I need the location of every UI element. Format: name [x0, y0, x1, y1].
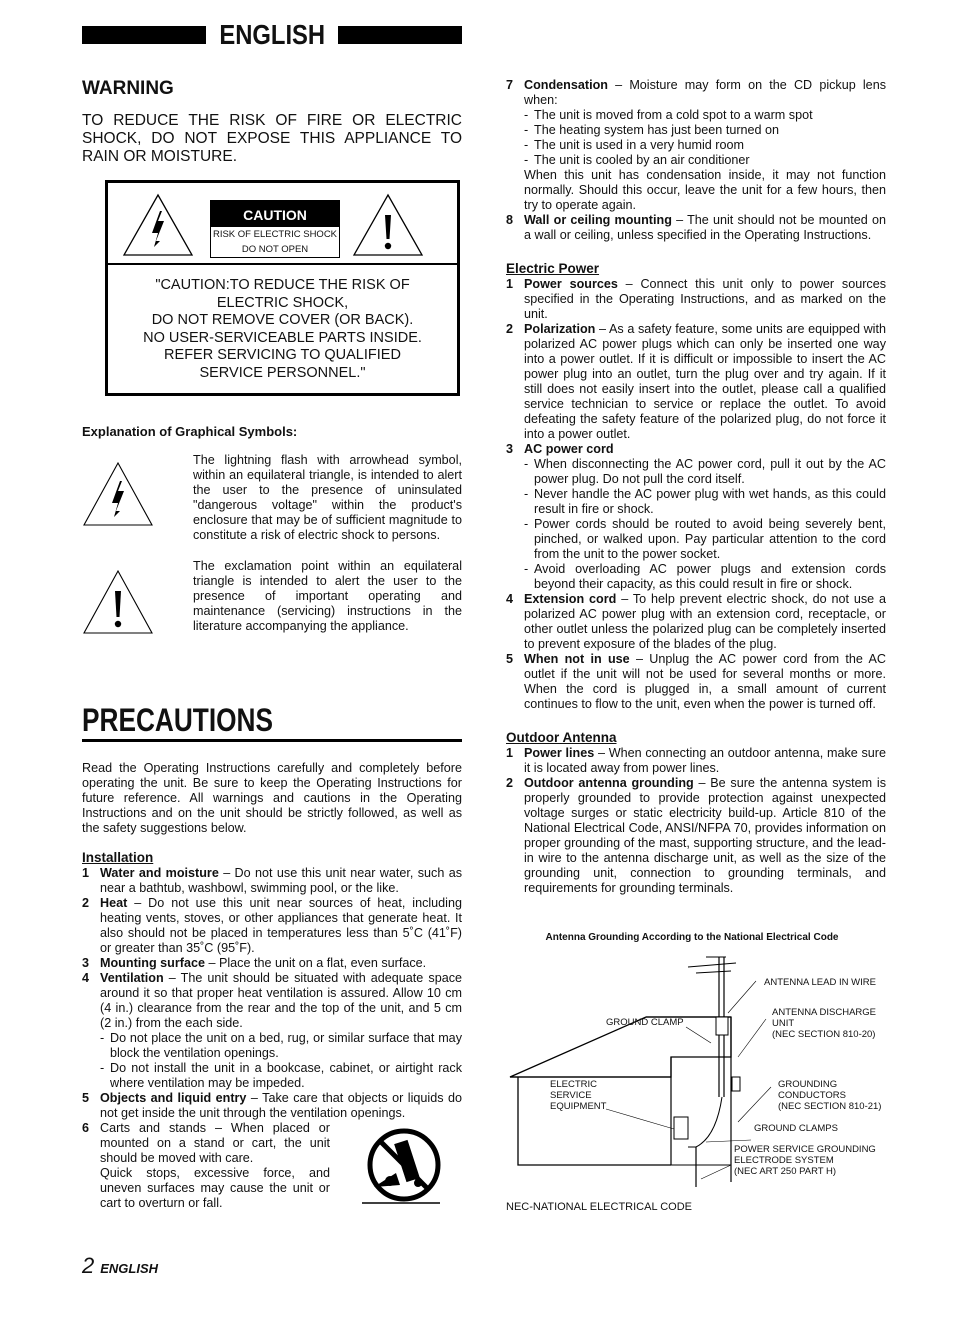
symbol-lightning-row [82, 453, 462, 559]
item-lead: Water and moisture [100, 865, 219, 880]
item-lead: Extension cord [524, 592, 617, 606]
list-item [506, 592, 886, 652]
caution-label-title: CAUTION [211, 201, 339, 227]
sub-item: - The unit is moved from a cold spot to a warm spot [524, 108, 813, 122]
item-text: – The unit should not be mounted on a wall or ceiling, unless specified in the Operating Instructions. [524, 213, 886, 242]
right-column [506, 78, 886, 1213]
sub-item-text: The unit is moved from a cold spot to a warm spot [534, 108, 813, 122]
sub-item: - The unit is used in a very humid room [524, 138, 744, 152]
outdoor-antenna-heading: Outdoor Antenna [506, 730, 617, 745]
item-lead: Power lines [524, 746, 595, 760]
list-item [506, 652, 886, 712]
sub-item-text: The unit is used in a very humid room [534, 138, 744, 152]
page-footer [82, 1253, 158, 1279]
exclamation-description: The exclamation point within an equilateral triangle is intended to alert the user to the presence of important operating and maintenance (servicing) instructions in the literature accompanying the appliance. [193, 558, 462, 633]
banner-title: ENGLISH [219, 19, 325, 50]
label-ground-clamp: GROUND CLAMP [606, 1017, 684, 1028]
item-number: 1 [82, 865, 90, 880]
item-lead: Objects and liquid entry [100, 1090, 247, 1105]
banner-bar-left [82, 26, 206, 44]
caution-line: ELECTRIC SHOCK, [216, 294, 349, 311]
item-lead: Power sources [524, 277, 618, 291]
label-line: ELECTRIC [550, 1079, 597, 1090]
list-item [506, 776, 886, 896]
label-line: EQUIPMENT [550, 1101, 607, 1112]
precautions-rule [82, 739, 462, 742]
label-line: UNIT [772, 1018, 795, 1029]
item-number: 1 [506, 277, 514, 291]
caution-line: SERVICE PERSONNEL." [199, 364, 366, 381]
item-lead: Heat [100, 895, 128, 910]
list-item [82, 1121, 462, 1211]
label-ground-clamps: GROUND CLAMPS [754, 1123, 838, 1134]
sub-item: - The unit is cooled by an air conditioner [524, 153, 750, 167]
list-item [506, 277, 886, 322]
item-text: – Moisture may form on the CD pickup lens when: [524, 78, 886, 107]
list-item [506, 442, 886, 592]
electric-power-heading: Electric Power [506, 261, 600, 276]
left-column [82, 78, 462, 1211]
caution-label-sub1: RISK OF ELECTRIC SHOCK [212, 229, 338, 240]
nec-footnote: NEC-NATIONAL ELECTRICAL CODE [506, 1201, 693, 1213]
label-grounding-conductors [778, 1079, 881, 1112]
sub-item-text: Do not place the unit on a bed, rug, or similar surface that may block the ventilation openings. [110, 1030, 462, 1060]
cart-tipover-warning-icon [360, 1123, 444, 1207]
list-item [82, 1091, 462, 1121]
item-number: 7 [506, 78, 514, 92]
sub-item-text: When disconnecting the AC power cord, pull it out by the AC power plug. Do not pull the cord itself. [534, 457, 886, 486]
list-item [506, 78, 886, 213]
caution-line: REFER SERVICING TO QUALIFIED [164, 347, 401, 364]
item-lead: Carts and stands [100, 1120, 207, 1135]
caution-label [210, 200, 340, 258]
sub-item: - Do not install the unit in a bookcase, cabinet, or airtight rack where ventilation may be impeded. [100, 1060, 462, 1090]
item-text: – Take care that objects or liquids do not get inside the unit through the ventilation openings. [100, 1090, 463, 1120]
condensation-after: When this unit has condensation inside, it may not function normally. Should this occur, leave the unit for a few hours, then try to operate again. [524, 168, 886, 212]
exclamation-triangle-icon [352, 193, 424, 257]
item-text: – To help prevent electric shock, do not use a polarized AC power plug with an extension cord, receptacle, or other outlet unless the polarized plug can be completely inserted to prevent exposure of the blades of the plug. [524, 592, 886, 651]
exclamation-triangle-icon [82, 569, 154, 635]
caution-message [108, 265, 457, 393]
antenna-grounding-diagram [506, 947, 886, 1197]
sub-item: - The heating system has just been turned on [524, 123, 780, 137]
sub-item-text: The unit is cooled by an air conditioner [534, 153, 750, 167]
item-text: – Do not use this unit near water, such as near a bathtub, washbowl, swimming pool, or the like. [100, 865, 462, 895]
diagram-title: Antenna Grounding According to the National Electrical Code [545, 932, 839, 943]
item-text: – When connecting an outdoor antenna, make sure it is located away from power lines. [524, 746, 886, 775]
item-text: – Unplug the AC power cord from the AC outlet if the unit will not be used for several months or more. When the cord is plugged in, a small amount of current continues to flow to the unit, even when the power is turned off. [524, 652, 886, 711]
item-number: 6 [82, 1120, 90, 1135]
list-item [82, 866, 462, 896]
label-line: ANTENNA DISCHARGE [772, 1007, 876, 1018]
item-number: 5 [506, 652, 514, 666]
warning-text: TO REDUCE THE RISK OF FIRE OR ELECTRIC SHOCK, DO NOT EXPOSE THIS APPLIANCE TO RAIN OR MOISTURE. [82, 112, 462, 165]
sub-item-text: The heating system has just been turned on [534, 123, 780, 137]
caution-line: "CAUTION:TO REDUCE THE RISK OF [155, 277, 410, 293]
precautions-intro: Read the Operating Instructions carefully and completely before operating the unit. Be sure to keep the Operating Instructions for future reference. All warnings and cautions in the Operating Instructions and on the unit should be strictly followed, as well as the safety suggestions below. [82, 760, 462, 835]
cart-extra-text: Quick stops, excessive force, and uneven surfaces may cause the unit or cart to overturn or fall. [100, 1165, 330, 1210]
item-number: 4 [506, 592, 514, 606]
item-lead: AC power cord [524, 442, 614, 456]
sub-item: - When disconnecting the AC power cord, pull it out by the AC power plug. Do not pull the cord itself. [524, 457, 886, 486]
installation-heading: Installation [82, 849, 154, 865]
lightning-triangle-icon [122, 193, 194, 257]
electric-power-list [506, 277, 886, 712]
lightning-triangle-icon [82, 461, 154, 527]
label-line: SERVICE [550, 1090, 592, 1101]
caution-box [105, 180, 460, 396]
label-line: POWER SERVICE GROUNDING [734, 1144, 876, 1155]
installation-list [82, 866, 462, 1211]
item-number: 3 [82, 955, 90, 970]
list-item [82, 971, 462, 1091]
label-service-equipment [550, 1079, 606, 1112]
item-lead: When not in use [524, 652, 630, 666]
label-lead-in: ANTENNA LEAD IN WIRE [764, 977, 876, 988]
list-item [506, 213, 886, 243]
page-number: 2 [82, 1253, 95, 1278]
sub-item-text: Never handle the AC power plug with wet hands, as this could result in fire or shock. [534, 487, 886, 516]
item-lead: Ventilation [100, 970, 164, 985]
item-lead: Wall or ceiling mounting [524, 213, 672, 227]
caution-line: DO NOT REMOVE COVER (OR BACK). [151, 312, 414, 329]
label-line: (NEC SECTION 810-21) [778, 1101, 882, 1112]
item-number: 8 [506, 213, 514, 227]
item-number: 1 [506, 746, 514, 760]
item-number: 2 [506, 322, 514, 336]
item-text: – As a safety feature, some units are equipped with polarized AC power plugs which can only be inserted one way into a power outlet. If it is difficult or impossible to insert the AC power plug into an outlet, turn the plug over and try again. If it still does not easily insert into the outlet, please call a qualified service technician to service or replace the outlet. To avoid defeating the safety feature of the polarized plug, do not force it into a power outlet. [524, 322, 886, 441]
cart-text [100, 1121, 330, 1211]
caution-line: NO USER-SERVICEABLE PARTS INSIDE. [143, 329, 422, 346]
sub-item: - Never handle the AC power plug with wet hands, as this could result in fire or shock. [524, 487, 886, 516]
sub-item-text: Do not install the unit in a bookcase, cabinet, or airtight rack where ventilation may be impeded. [110, 1060, 462, 1090]
installation-list-continued [506, 78, 886, 243]
sub-item-text: Avoid overloading AC power plugs and extension cords beyond their capacity, as this could result in fire or shock. [534, 562, 886, 591]
label-line: CONDUCTORS [778, 1090, 846, 1101]
symbol-exclamation-row [82, 559, 462, 665]
sub-item: - Power cords should be routed to avoid being severely bent, pinched, or walked upon. Pay particular attention to the cord from the unit to the power socket. [524, 517, 886, 561]
caution-label-sub2: DO NOT OPEN [241, 244, 309, 255]
item-number: 4 [82, 970, 90, 985]
label-line: GROUNDING [778, 1079, 838, 1090]
label-grounding-electrode [734, 1144, 876, 1177]
item-number: 2 [506, 776, 514, 790]
item-number: 5 [82, 1090, 90, 1105]
sub-item: - Avoid overloading AC power plugs and extension cords beyond their capacity, as this could result in fire or shock. [524, 562, 886, 591]
label-discharge-unit [772, 1007, 876, 1040]
outdoor-antenna-list [506, 746, 886, 896]
list-item [82, 896, 462, 956]
warning-heading: WARNING [82, 78, 174, 99]
item-text: – The unit should be situated with adequate space around it so that proper heat ventilation is assured. Allow 10 cm (4 in.) clearance from the rear and the top of the unit, and 5 cm (2 in.) from the each side. [100, 970, 462, 1030]
item-text: – Place the unit on a flat, even surface. [204, 955, 427, 970]
label-line: (NEC ART 250 PART H) [734, 1166, 837, 1177]
list-item [506, 746, 886, 776]
item-lead: Outdoor antenna grounding [524, 776, 694, 790]
item-number: 3 [506, 442, 514, 456]
sub-item: - Do not place the unit on a bed, rug, or similar surface that may block the ventilation openings. [100, 1030, 462, 1060]
item-text: – Do not use this unit near sources of heat, including heating vents, stoves, or other appliances that generate heat. It also should not be placed in temperatures less than 5˚C (41˚F) or greater than 35˚C (95˚F). [100, 895, 462, 955]
item-number: 2 [82, 895, 90, 910]
sub-item-text: Power cords should be routed to avoid being severely bent, pinched, or walked upon. Pay particular attention to the cord from the unit to the power socket. [534, 517, 886, 561]
label-line: ELECTRODE SYSTEM [734, 1155, 834, 1166]
footer-language: ENGLISH [100, 1261, 159, 1276]
list-item [82, 956, 462, 971]
list-item [506, 322, 886, 442]
symbols-heading: Explanation of Graphical Symbols: [82, 423, 298, 439]
lightning-description: The lightning flash with arrowhead symbol, within an equilateral triangle, is intended to alert the user to the presence of uninsulated "dangerous voltage" within the product's enclosure that may be of sufficient magnitude to constitute a risk of electric shock to persons. [193, 452, 462, 542]
language-banner [82, 19, 462, 50]
item-lead: Polarization [524, 322, 596, 336]
item-text: – When placed or mounted on a stand or cart, the unit should be moved with care. [100, 1120, 330, 1165]
item-text: – Be sure the antenna system is properly grounded to provide protection against unexpected voltage surges or static electricity build-up. Article 810 of the National Electrical Code, ANSI/NFPA 70, provides information on proper grounding of the mast, supporting structure, and the lead-in wire to the antenna discharge unit, as well as the size of the grounding unit, connection to grounding terminals, and requirements for grounding terminals. [524, 776, 886, 895]
label-line: (NEC SECTION 810-20) [772, 1029, 876, 1040]
banner-bar-right [338, 26, 462, 44]
caution-symbols [108, 183, 457, 265]
precautions-heading: PRECAUTIONS [82, 701, 273, 738]
item-lead: Mounting surface [100, 955, 205, 970]
item-lead: Condensation [524, 78, 608, 92]
item-text: – Connect this unit only to power sources specified in the Operating Instructions, and as marked on the unit. [524, 277, 886, 321]
